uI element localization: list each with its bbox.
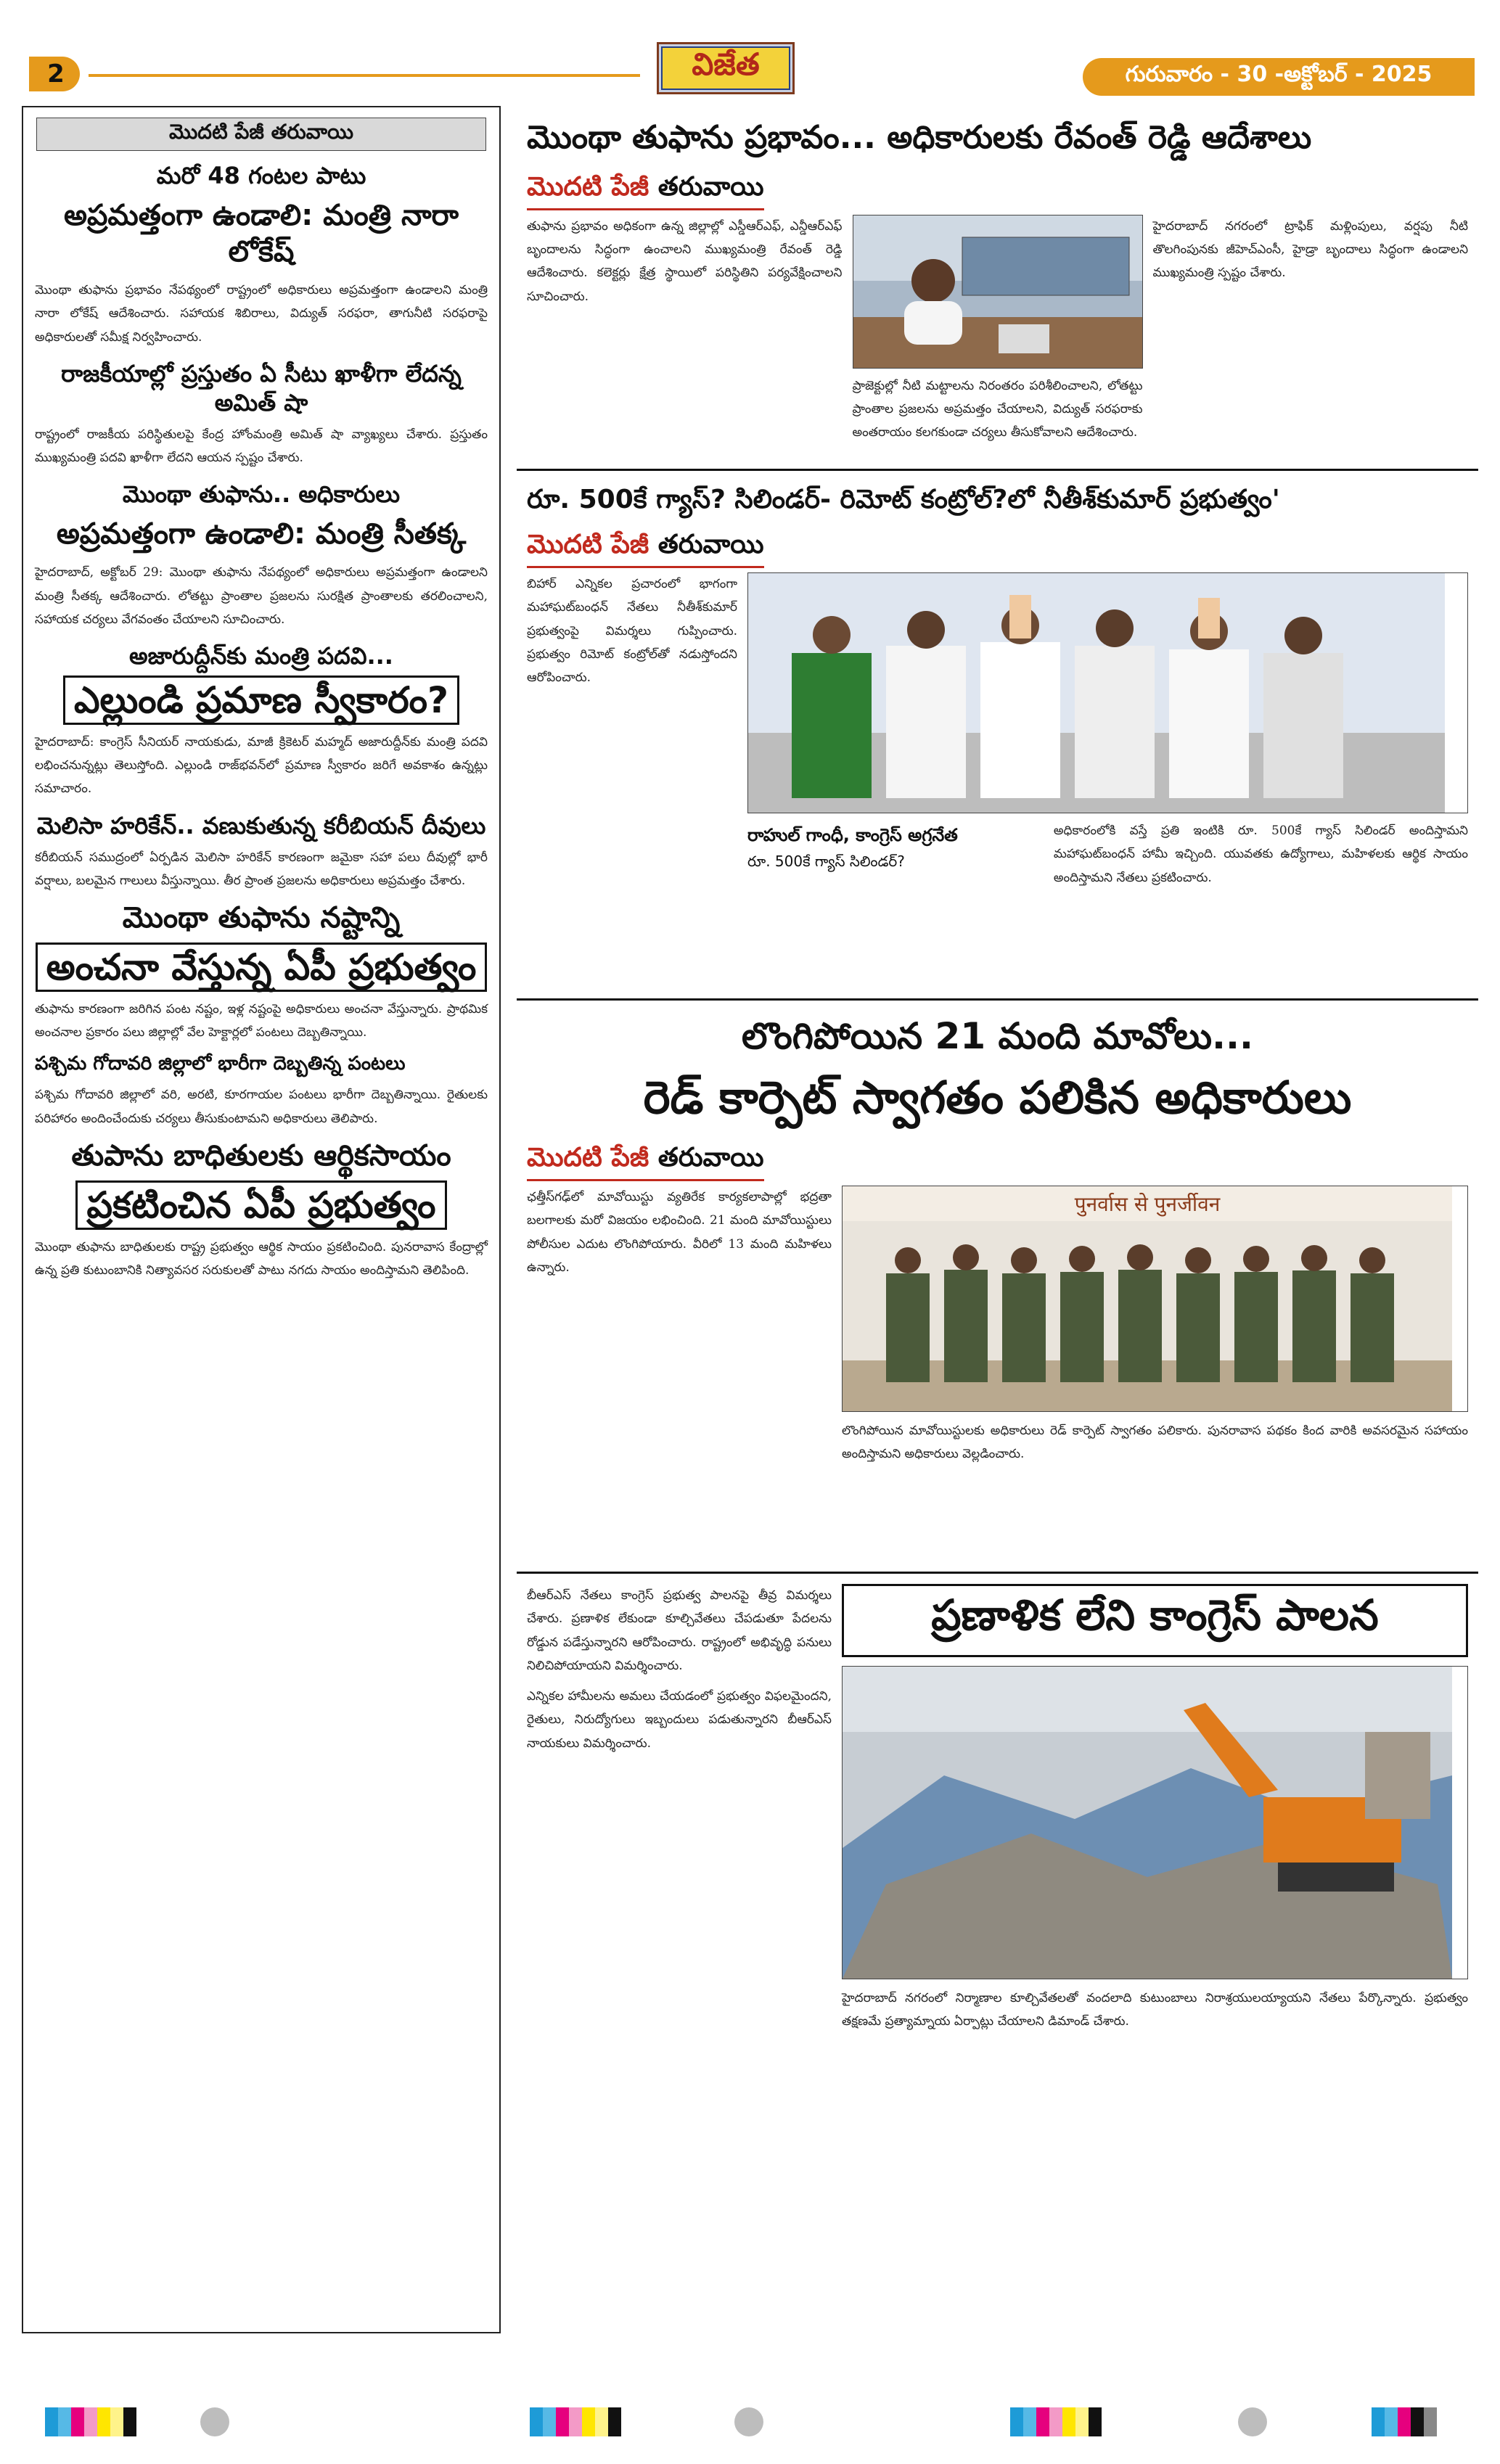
bihar-rally-photo xyxy=(747,572,1468,813)
article-ap-relief-kicker: తుపాను బాధితులకు ఆర్థికసాయం xyxy=(71,1139,451,1173)
article-bihar-body-a: బిహార్ ఎన్నికల ప్రచారంలో భాగంగా మహాఘట్‌బంధన్ నేతలు నీతీశ్‌కుమార్ ప్రభుత్వంపై విమర్శలు గుప్పించారు. ప్రభుత్వం రిమోట్ కంట్రోల్‌తో నడుస్తోందని ఆరోపించారు. xyxy=(527,577,737,686)
article-maoists-body-b: లొంగిపోయిన మావోయిస్టులకు అధికారులు రెడ్ కార్పెట్ స్వాగతం పలికారు. పునరావాస పథకం కింద వారికి అవసరమైన సహాయం అందిస్తామని అధికారులు వెల్లడించారు. xyxy=(842,1424,1468,1462)
meeting-photo-image xyxy=(853,215,1142,368)
article-lokesh-body: మొంథా తుఫాను ప్రభావం నేపథ్యంలో రాష్ట్రంలో అధికారులు అప్రమత్తంగా ఉండాలని మంత్రి నారా లోకేష్ ఆదేశించారు. సహాయక శిబిరాలు, విద్యుత్ సరఫరా, తాగునీటి సరఫరాపై అధికారులతో సమీక్ష నిర్వహించారు. xyxy=(35,283,488,345)
article-seethakka-body: హైదరాబాద్, అక్టోబర్ 29: మొంథా తుఫాను నేపథ్యంలో అధికారులు అప్రమత్తంగా ఉండాలని మంత్రి సీతక్క ఆదేశించారు. లోతట్టు ప్రాంతాల ప్రజలను సురక్షిత ప్రాంతాలకు తరలించాలని, సహాయక చర్యలు వేగవంతం చేయాలని సూచించారు. xyxy=(35,565,488,628)
article-ap-crop-loss-kicker: మొంథా తుఫాను నష్టాన్ని xyxy=(122,901,401,935)
article-revanth-body-c: హైదరాబాద్ నగరంలో ట్రాఫిక్ మళ్లింపులు, వర్షపు నీటి తొలగింపునకు జీహెచ్ఎంసీ, హైడ్రా బృందాలు సిద్ధంగా ఉండాలని ముఖ్యమంత్రి స్పష్టం చేశారు. xyxy=(1152,218,1468,281)
article-ap-crop-loss-headline-wrap xyxy=(23,945,499,990)
color-registration-marks-far-right xyxy=(1372,2407,1437,2436)
article-maoists-kicker-label xyxy=(527,1143,764,1181)
kicker-black-text: తరువాయి xyxy=(657,530,764,560)
article-revanth-kicker xyxy=(527,172,764,210)
newspaper-logo[interactable] xyxy=(657,42,795,94)
article-ap-crop-loss-body: తుఫాను కారణంగా జరిగిన పంట నష్టం, ఇళ్ల నష్టంపై అధికారులు అంచనా వేస్తున్నారు. ప్రాథమిక అంచనాల ప్రకారం పలు జిల్లాల్లో వేల హెక్టార్లలో పంటలు దెబ్బతిన్నాయి. xyxy=(35,1001,488,1040)
article-bihar-kicker xyxy=(527,530,764,568)
article-ap-crop-loss-body-2: పశ్చిమ గోదావరి జిల్లాలో వరి, అరటి, కూరగాయల పంటలు భారీగా దెబ్బతిన్నాయి. రైతులకు పరిహారం అందించేందుకు చర్యలు తీసుకుంటామని అధికారులు తెలిపారు. xyxy=(35,1088,488,1126)
article-azharuddin[interactable] xyxy=(23,641,499,800)
article-azharuddin-kicker: అజారుద్దీన్‌కు మంత్రి పదవి... xyxy=(129,642,393,670)
article-seethakka-headline: అప్రమత్తంగా ఉండాలి: మంత్రి సీతక్క xyxy=(56,517,467,551)
registration-circle xyxy=(1238,2407,1267,2436)
article-hurricane-melissa-headline: మెలిసా హరికేన్.. వణుకుతున్న కరీబియన్ దీవులు xyxy=(36,811,486,839)
kicker-red-text: మొదటి పేజీ xyxy=(527,530,649,560)
rally-photo-image xyxy=(748,573,1445,813)
article-revanth-body-a: తుఫాను ప్రభావం అధికంగా ఉన్న జిల్లాల్లో ఎస్డీఆర్ఎఫ్, ఎన్డీఆర్ఎఫ్ బృందాలను సిద్ధంగా ఉంచాలని ముఖ్యమంత్రి రేవంత్ రెడ్డి ఆదేశించారు. కలెక్టర్లు క్షేత్ర స్థాయిలో పరిస్థితిని పర్యవేక్షించాలని సూచించారు. xyxy=(527,218,843,304)
article-bihar-byline-quote: రూ. 500కే గ్యాస్ సిలిండర్? xyxy=(747,853,905,871)
article-revanth-columns xyxy=(517,215,1478,445)
article-congress-body-b: హైదరాబాద్ నగరంలో నిర్మాణాల కూల్చివేతలతో వందలాది కుటుంబాలు నిరాశ్రయులయ్యాయని నేతలు పేర్కొన్నారు. ప్రభుత్వం తక్షణమే ప్రత్యామ్నాయ ఏర్పాట్లు చేయాలని డిమాండ్ చేశారు. xyxy=(842,1991,1468,2029)
article-lokesh[interactable] xyxy=(23,161,499,349)
article-amit-shah[interactable] xyxy=(23,359,499,470)
right-column xyxy=(517,106,1478,2333)
kicker-red-text: మొదటి పేజీ xyxy=(527,171,649,202)
article-hurricane-melissa-body: కరీబియన్ సముద్రంలో ఏర్పడిన మెలిసా హరికేన్ కారణంగా జమైకా సహా పలు దీవుల్లో భారీ వర్షాలు, బలమైన గాలులు వీస్తున్నాయి. తీర ప్రాంత ప్రజలను అధికారులు అప్రమత్తం చేశారు. xyxy=(35,850,488,889)
color-registration-marks-right xyxy=(1010,2407,1102,2436)
article-lokesh-headline: అప్రమత్తంగా ఉండాలి: మంత్రి నారా లోకేష్ xyxy=(63,199,459,268)
article-bihar-byline: రాహుల్ గాంధీ, కాంగ్రెస్ అగ్రనేత xyxy=(747,825,958,846)
photo-banner-text: पुनर्वास से पुनर्जीवन xyxy=(1074,1192,1221,1216)
color-registration-marks-left xyxy=(45,2407,136,2436)
revanth-meeting-photo xyxy=(853,215,1143,369)
article-maoists-columns xyxy=(517,1186,1478,1466)
article-ap-crop-loss[interactable] xyxy=(23,900,499,1130)
article-bihar-columns xyxy=(517,572,1478,890)
surrender-photo xyxy=(842,1186,1468,1412)
article-congress-columns xyxy=(517,1574,1478,2034)
newspaper-logo-text: విజేత xyxy=(661,46,790,90)
article-maoists-headline: రెడ్ కార్పెట్ స్వాగతం పలికిన అధికారులు xyxy=(643,1070,1352,1124)
page-number: 2 xyxy=(47,59,65,89)
article-amit-shah-headline: రాజకీయాల్లో ప్రస్తుతం ఏ సీటు ఖాళీగా లేదన్న అమిత్ షా xyxy=(61,359,462,416)
article-seethakka[interactable] xyxy=(23,480,499,631)
masthead xyxy=(0,0,1500,91)
kicker-black-text: తరువాయి xyxy=(657,1143,764,1173)
continued-banner: మొదటి పేజీ తరువాయి xyxy=(36,118,486,151)
color-registration-marks-center xyxy=(530,2407,621,2436)
article-hurricane-melissa[interactable] xyxy=(23,811,499,893)
kicker-red-text: మొదటి పేజీ xyxy=(527,1143,649,1173)
article-azharuddin-body: హైదరాబాద్: కాంగ్రెస్ సీనియర్ నాయకుడు, మాజీ క్రికెటర్ మహ్మద్ అజారుద్దీన్‌కు మంత్రి పదవి లభించనున్నట్లు తెలుస్తోంది. ఎల్లుండి రాజ్‌భవన్‌లో ప్రమాణ స్వీకారం జరిగే అవకాశం ఉన్నట్లు సమాచారం. xyxy=(35,734,488,797)
article-bihar-headline: రూ. 500కే గ్యాస్? సిలిండర్- రిమోట్ కంట్రోల్?లో నీతీశ్‌కుమార్ ప్రభుత్వం' xyxy=(527,485,1280,514)
article-ap-relief-headline: ప్రకటించిన ఏపీ ప్రభుత్వం xyxy=(75,1180,446,1230)
article-revanth-cyclone[interactable] xyxy=(517,106,1478,469)
article-revanth-body-b: ప్రాజెక్టుల్లో నీటి మట్టాలను నిరంతరం పరిశీలించాలని, లోతట్టు ప్రాంతాల ప్రజలను అప్రమత్తం చేయాలని, విద్యుత్ సరఫరాకు అంతరాయం కలగకుండా చర్యలు తీసుకోవాలని ఆదేశించారు. xyxy=(852,378,1143,440)
article-lokesh-kicker: మరో 48 గంటల పాటు xyxy=(156,162,366,189)
article-congress-headline: ప్రణాళిక లేని కాంగ్రెస్ పాలన xyxy=(842,1584,1468,1657)
article-maoists-kicker: లొంగిపోయిన 21 మంది మావోలు... xyxy=(742,1015,1253,1057)
demolition-photo-image xyxy=(843,1667,1452,1979)
article-amit-shah-body: రాష్ట్రంలో రాజకీయ పరిస్థితులపై కేంద్ర హోంమంత్రి అమిత్ షా వ్యాఖ్యలు చేశారు. ప్రస్తుతం ముఖ్యమంత్రి పదవి ఖాళీగా లేదని ఆయన స్పష్టం చేశారు. xyxy=(35,427,488,466)
surrender-photo-image xyxy=(843,1186,1452,1411)
article-congress-body-a: బీఆర్ఎస్ నేతలు కాంగ్రెస్ ప్రభుత్వ పాలనపై తీవ్ర విమర్శలు చేశారు. ప్రణాళిక లేకుండా కూల్చివేతలు చేపడుతూ పేదలను రోడ్డున పడేస్తున్నారని ఆరోపించారు. రాష్ట్రంలో అభివృద్ధి పనులు నిలిచిపోయాయని విమర్శించారు. xyxy=(527,1588,832,1673)
article-revanth-headline: మొంథా తుఫాను ప్రభావం... అధికారులకు రేవంత్ రెడ్డి ఆదేశాలు xyxy=(527,119,1312,156)
registration-circle xyxy=(734,2407,763,2436)
article-congress-governance[interactable] xyxy=(517,1572,1478,2333)
article-bihar-body-b: అధికారంలోకి వస్తే ప్రతి ఇంటికి రూ. 500కే గ్యాస్ సిలిండర్ అందిస్తామని మహాఘట్‌బంధన్ హామీ ఇచ్చింది. యువతకు ఉద్యోగాలు, మహిళలకు ఆర్థిక సాయం అందిస్తామని నేతలు ప్రకటించారు. xyxy=(1053,824,1468,885)
article-ap-relief-headline-wrap xyxy=(23,1183,499,1228)
article-azharuddin-headline: ఎల్లుండి ప్రమాణ స్వీకారం? xyxy=(63,675,459,725)
article-ap-crop-loss-headline: అంచనా వేస్తున్న ఏపీ ప్రభుత్వం xyxy=(36,943,488,992)
article-congress-body-c: ఎన్నికల హామీలను అమలు చేయడంలో ప్రభుత్వం విఫలమైందని, రైతులు, నిరుద్యోగులు ఇబ్బందులు పడుతున్నారని బీఆర్ఎస్ నాయకులు విమర్శించారు. xyxy=(527,1689,832,1751)
left-column xyxy=(22,106,501,2333)
article-bihar-lower xyxy=(747,819,1468,890)
article-ap-crop-loss-subhead: పశ్చిమ గోదావరి జిల్లాలో భారీగా దెబ్బతిన్న పంటలు xyxy=(35,1053,406,1075)
article-azharuddin-headline-wrap xyxy=(23,678,499,723)
kicker-black-text: తరువాయి xyxy=(657,171,764,202)
registration-circle xyxy=(200,2407,229,2436)
article-maoists-body-a: ఛత్తీస్‌గఢ్‌లో మావోయిస్టు వ్యతిరేక కార్యకలాపాల్లో భద్రతా బలగాలకు మరో విజయం లభించింది. 21 మంది మావోయిస్టులు పోలీసుల ఎదుట లొంగిపోయారు. వీరిలో 13 మంది మహిళలు ఉన్నారు. xyxy=(527,1190,832,1275)
masthead-rule-left xyxy=(89,74,640,77)
article-ap-relief[interactable] xyxy=(23,1138,499,1282)
article-ap-relief-body: మొంథా తుఫాను బాధితులకు రాష్ట్ర ప్రభుత్వం ఆర్థిక సాయం ప్రకటించింది. పునరావాస కేంద్రాల్లో ఉన్న ప్రతి కుటుంబానికి నిత్యావసర సరుకులతో పాటు నగదు సాయం అందిస్తామని తెలిపింది. xyxy=(35,1239,488,1278)
demolition-photo xyxy=(842,1666,1468,1979)
date-line: గురువారం - 30 -అక్టోబర్ - 2025 xyxy=(1083,58,1475,96)
article-seethakka-kicker: మొంథా తుఫాను.. అధికారులు xyxy=(122,480,401,509)
article-maoists-surrender[interactable] xyxy=(517,998,1478,1572)
article-bihar-gas[interactable] xyxy=(517,469,1478,998)
